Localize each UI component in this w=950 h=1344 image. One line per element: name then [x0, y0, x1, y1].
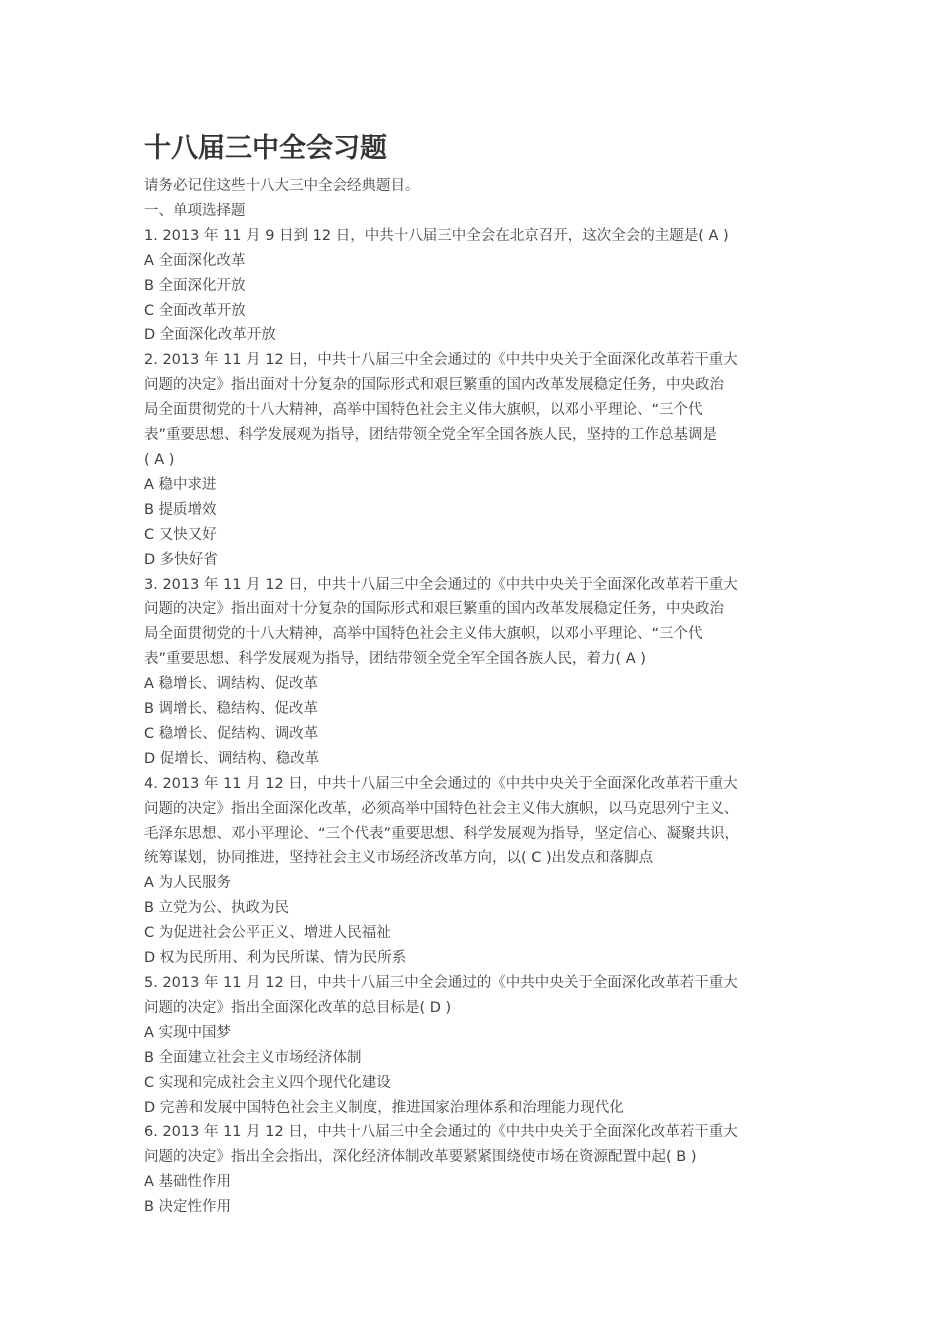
question-stem-line: 毛泽东思想、邓小平理论、“三个代表”重要思想、科学发展观为指导，坚定信心、凝聚共识，: [144, 825, 740, 842]
question-item: [144, 573, 808, 772]
question-item: [144, 772, 808, 971]
question-stem: [144, 772, 808, 872]
question-stem-line: 6. 2013 年 11 月 12 日，中共十八届三中全会通过的《中共中央关于全面深化改革若干重大: [144, 1124, 738, 1141]
answer-option: B 调增长、稳结构、促改革: [144, 701, 319, 718]
question-item: [144, 1120, 808, 1220]
question-stem-line: 5. 2013 年 11 月 12 日，中共十八届三中全会通过的《中共中央关于全面深化改革若干重大: [144, 975, 738, 991]
question-stem-line: 1. 2013 年 11 月 9 日到 12 日，中共十八届三中全会在北京召开，这次全会的主题是( A ): [144, 227, 729, 244]
section-heading: 一、单项选择题: [144, 202, 246, 219]
answer-option: B 立党为公、执政为民: [144, 900, 290, 917]
answer-option: D 多快好省: [144, 551, 218, 568]
question-stem: [144, 348, 808, 473]
answer-option: B 全面深化开放: [144, 277, 246, 294]
question-stem-line: 局全面贯彻党的十八大精神，高举中国特色社会主义伟大旗帜，以邓小平理论、“三个代: [144, 402, 703, 419]
question-item: [144, 348, 808, 572]
answer-option: A 基础性作用: [144, 1174, 232, 1191]
question-stem-line: 问题的决定》指出全面深化改革的总目标是( D ): [144, 999, 452, 1016]
answer-option: D 权为民所用、利为民所谋、情为民所系: [144, 950, 407, 967]
answer-option: C 为促进社会公平正义、增进人民福祉: [144, 925, 391, 942]
answer-option: C 稳增长、促结构、调改革: [144, 725, 319, 742]
answer-option: A 为人民服务: [144, 875, 232, 892]
answer-option: D 促增长、调结构、稳改革: [144, 750, 320, 767]
question-stem-line: 问题的决定》指出全面深化改革，必须高举中国特色社会主义伟大旗帜，以马克思列宁主义、: [144, 800, 739, 817]
question-stem-line: 问题的决定》指出全会指出，深化经济体制改革要紧紧围绕使市场在资源配置中起( B ): [144, 1149, 697, 1166]
question-stem-line: 4. 2013 年 11 月 12 日，中共十八届三中全会通过的《中共中央关于全面深化改革若干重大: [144, 775, 738, 792]
intro-text: 请务必记住这些十八大三中全会经典题目。: [144, 178, 420, 194]
question-stem-line: 2. 2013 年 11 月 12 日，中共十八届三中全会通过的《中共中央关于全面深化改革若干重大: [144, 352, 738, 369]
question-stem-line: 表”重要思想、科学发展观为指导，团结带领全党全军全国各族人民，坚持的工作总基调是: [144, 427, 718, 444]
question-stem-line: 统筹谋划，协同推进，坚持社会主义市场经济改革方向，以( C )出发点和落脚点: [144, 850, 654, 867]
document-title: 十八届三中全会习题: [144, 133, 387, 164]
answer-option: D 完善和发展中国特色社会主义制度，推进国家治理体系和治理能力现代化: [144, 1099, 624, 1116]
question-stem: [144, 1120, 808, 1170]
answer-option: C 实现和完成社会主义四个现代化建设: [144, 1074, 391, 1091]
answer-option: C 全面改革开放: [144, 302, 246, 319]
question-item: [144, 224, 808, 349]
answer-option: C 又快又好: [144, 526, 217, 543]
question-stem-line: 问题的决定》指出面对十分复杂的国际形式和艰巨繁重的国内改革发展稳定任务，中央政治: [144, 377, 724, 394]
answer-option: A 稳增长、调结构、促改革: [144, 676, 319, 693]
question-stem-line: 3. 2013 年 11 月 12 日，中共十八届三中全会通过的《中共中央关于全面深化改革若干重大: [144, 576, 738, 593]
answer-option: B 提质增效: [144, 501, 217, 518]
question-stem-line: ( A ): [144, 451, 175, 468]
question-stem-line: 问题的决定》指出面对十分复杂的国际形式和艰巨繁重的国内改革发展稳定任务，中央政治: [144, 601, 724, 618]
question-stem: [144, 224, 808, 249]
question-stem-line: 表”重要思想、科学发展观为指导，团结带领全党全军全国各族人民，着力( A ): [144, 651, 646, 668]
answer-option: B 决定性作用: [144, 1199, 232, 1216]
answer-option: A 稳中求进: [144, 476, 217, 493]
document-page: [144, 128, 808, 1220]
question-stem: [144, 573, 808, 673]
question-stem-line: 局全面贯彻党的十八大精神，高举中国特色社会主义伟大旗帜，以邓小平理论、“三个代: [144, 626, 703, 643]
question-list: [144, 224, 808, 1220]
answer-option: B 全面建立社会主义市场经济体制: [144, 1049, 362, 1066]
answer-option: D 全面深化改革开放: [144, 327, 276, 344]
question-stem: [144, 971, 808, 1021]
question-item: [144, 971, 808, 1120]
answer-option: A 实现中国梦: [144, 1024, 232, 1041]
answer-option: A 全面深化改革: [144, 252, 246, 269]
